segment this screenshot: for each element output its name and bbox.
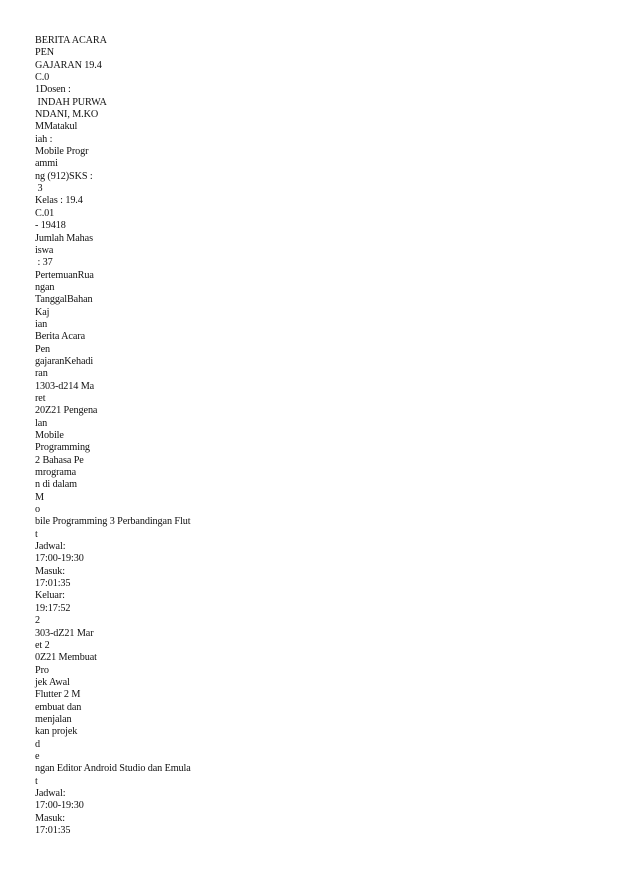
document-text-line: et 2 xyxy=(35,639,50,651)
document-text-line: 0Z21 Membuat xyxy=(35,652,97,664)
document-text-line: kan projek xyxy=(35,726,78,738)
document-text-line: BERITA ACARA xyxy=(35,35,107,46)
document-text-line: Berita Acara xyxy=(35,331,85,343)
document-text-line: t xyxy=(35,775,38,787)
document-text-line: ngan xyxy=(35,281,55,293)
document-text-line: 17:00-19:30 xyxy=(35,800,84,812)
document-text-line: 3 xyxy=(35,183,43,195)
document-text-block xyxy=(35,35,335,837)
document-text-line: Kelas : 19.4 xyxy=(35,195,83,207)
document-text-line: t xyxy=(35,528,38,540)
document-text-line: jek Awal xyxy=(35,676,70,688)
document-text-line: - 19418 xyxy=(35,220,66,232)
document-text-line: C.01 xyxy=(35,207,55,219)
document-text-line: Masuk: xyxy=(35,565,65,577)
document-text-line: 1Dosen : xyxy=(35,84,71,96)
document-text-line: GAJARAN 19.4 xyxy=(35,59,102,71)
document-text-line: 20Z21 Pengena xyxy=(35,405,98,417)
document-text-line: 2 Bahasa Pe xyxy=(35,454,84,466)
document-text-line: MMatakul xyxy=(35,121,78,133)
document-text-line: 17:00-19:30 xyxy=(35,553,84,565)
document-text-line: ammi xyxy=(35,158,58,170)
document-text-line: Masuk: xyxy=(35,812,65,824)
document-text-line: Kaj xyxy=(35,306,50,318)
document-text-line: 17:01:35 xyxy=(35,578,71,590)
document-text-line: ngan Editor Android Studio dan Emula xyxy=(35,763,191,775)
document-text-line: ian xyxy=(35,318,48,330)
document-text-line: NDANI, M.KO xyxy=(35,109,99,121)
document-text-line: Flutter 2 M xyxy=(35,689,81,701)
document-text-line: gajaranKehadi xyxy=(35,355,94,367)
document-text-line: PEN xyxy=(35,47,54,59)
document-text-line: Mobile Progr xyxy=(35,146,89,158)
document-text-line: o xyxy=(35,504,40,516)
document-text-line: Programming xyxy=(35,442,90,454)
document-text-line: 1303-d214 Ma xyxy=(35,380,95,392)
document-text-line: n di dalam xyxy=(35,479,78,491)
document-text-line: d xyxy=(35,738,40,750)
document-text-line: ng (912)SKS : xyxy=(35,170,93,182)
document-text-line: ret xyxy=(35,392,46,404)
document-text-line: bile Programming 3 Perbandingan Flut xyxy=(35,516,191,528)
document-text-line: Jumlah Mahas xyxy=(35,232,93,244)
document-text-line: 19:17:52 xyxy=(35,602,71,614)
document-text-line: embuat dan xyxy=(35,701,82,713)
document-text-line: Pro xyxy=(35,664,49,676)
document-text-line: mrograma xyxy=(35,467,77,479)
document-text-line: Mobile xyxy=(35,430,64,441)
document-text-line: iswa xyxy=(35,244,54,256)
document-text-line: Keluar: xyxy=(35,590,65,602)
document-text-line: Jadwal: xyxy=(35,541,66,553)
document-text-line: 2 xyxy=(35,615,40,627)
document-text-line: PertemuanRua xyxy=(35,269,94,281)
document-text-line: INDAH PURWA xyxy=(35,96,107,108)
document-text-line: Pen xyxy=(35,343,50,355)
document-text-line: ran xyxy=(35,368,48,380)
document-text-line: M xyxy=(35,491,44,503)
document-text-line: : 37 xyxy=(35,257,53,269)
document-text-line: iah : xyxy=(35,133,53,145)
document-text-line: Jadwal: xyxy=(35,787,66,799)
document-text-line: e xyxy=(35,750,40,762)
document-text-line: TanggalBahan xyxy=(35,294,93,306)
document-text-line: lan xyxy=(35,417,48,429)
document-text-line: 17:01:35 xyxy=(35,825,71,836)
document-text-line: menjalan xyxy=(35,713,72,725)
document-text-line: C.0 xyxy=(35,72,50,84)
document-text-line: 303-dZ21 Mar xyxy=(35,627,94,639)
